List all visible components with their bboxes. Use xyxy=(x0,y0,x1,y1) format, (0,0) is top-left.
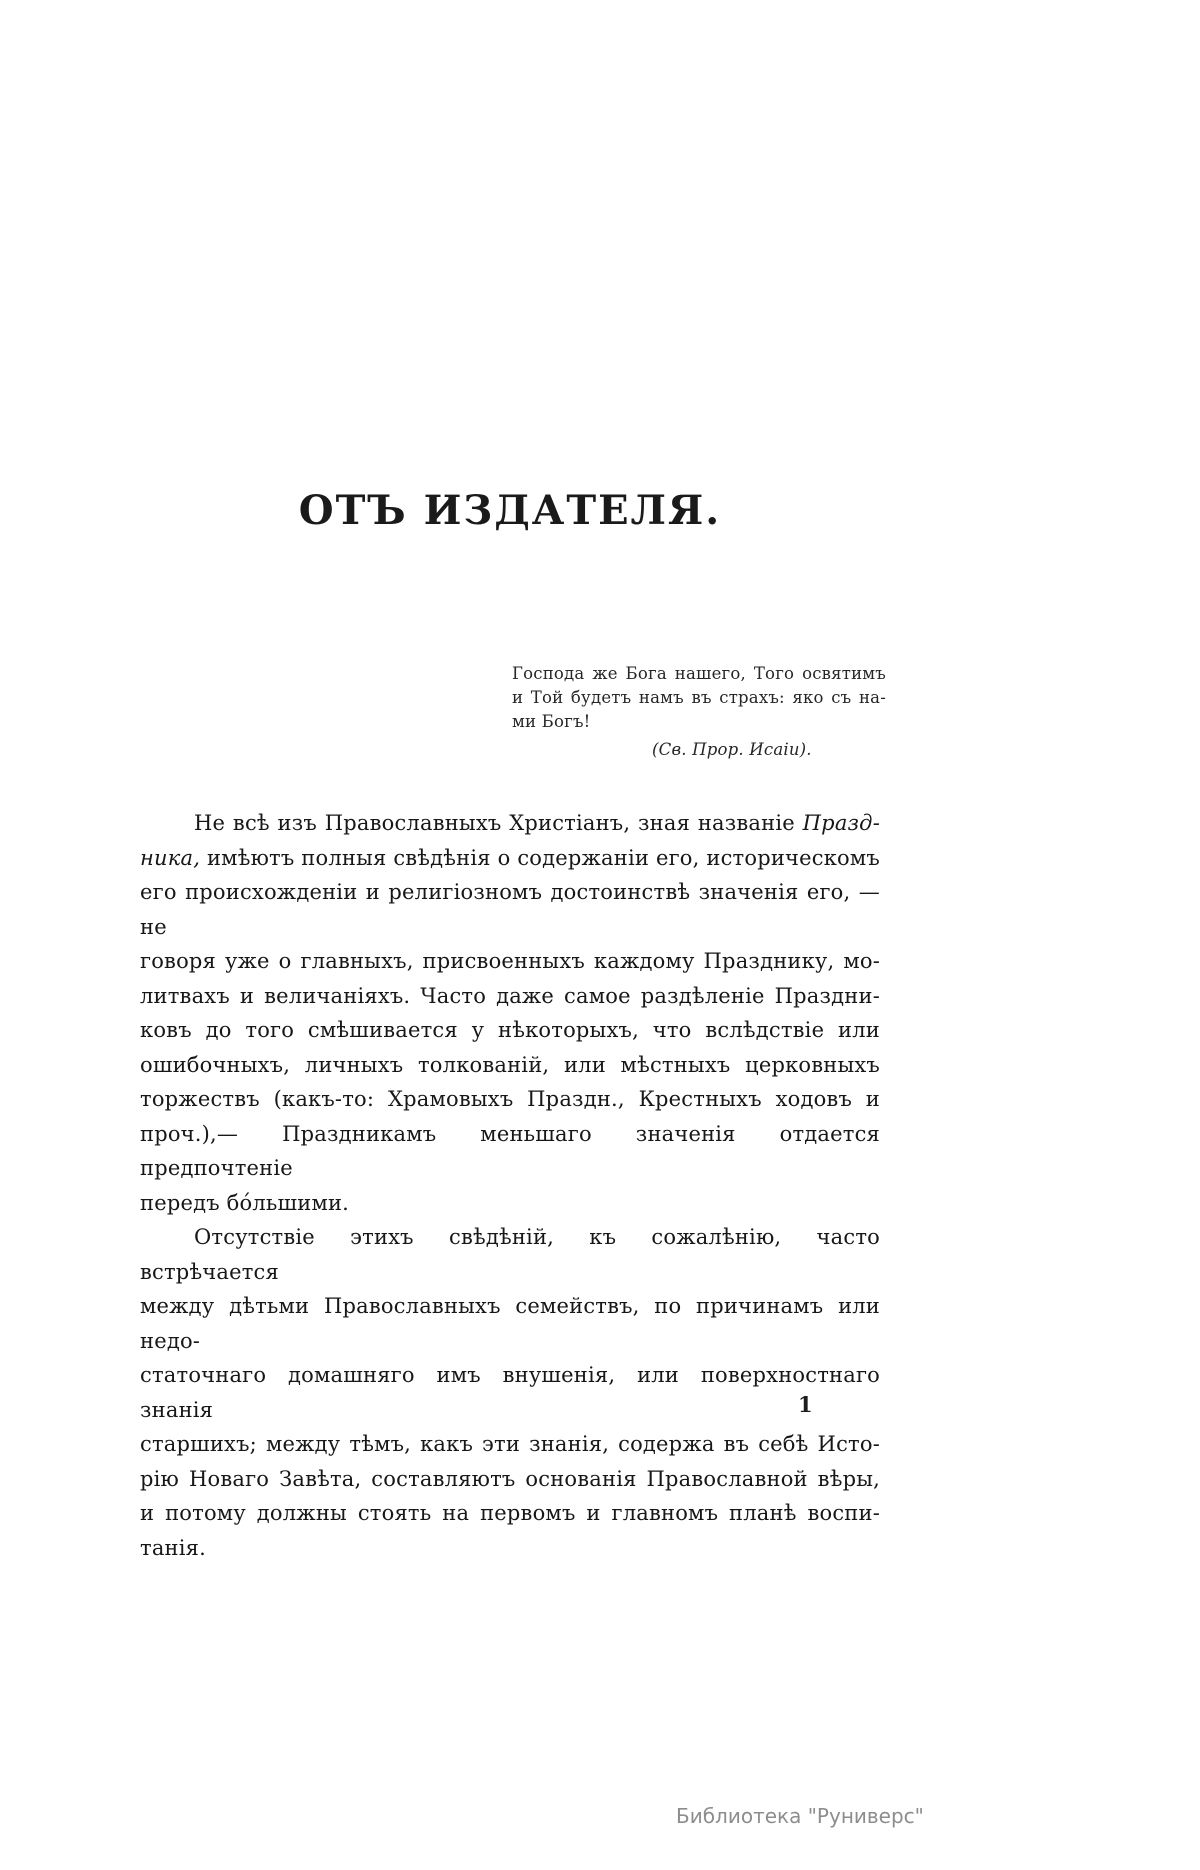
body-line: Не всѣ изъ Православныхъ Христіанъ, зная названіе Празд- xyxy=(194,811,880,835)
epigraph-lines xyxy=(512,662,886,734)
epigraph-line: Господа же Бога нашего, Того освятимъ xyxy=(512,664,886,683)
page-number: 1 xyxy=(798,1392,813,1417)
library-watermark: Библиотека "Руниверс" xyxy=(676,1804,924,1828)
epigraph xyxy=(512,662,886,762)
body-text xyxy=(140,806,880,1565)
body-line: танія. xyxy=(140,1535,206,1560)
epigraph-attribution: (Св. Прор. Исаіи). xyxy=(652,740,812,759)
body-line: литвахъ и величаніяхъ. Часто даже самое раздѣленіе Праздни- xyxy=(140,983,880,1008)
body-line: и потому должны стоять на первомъ и главномъ планѣ воспи- xyxy=(140,1501,880,1525)
body-line: передъ бо́льшими. xyxy=(140,1190,350,1215)
body-line: торжествъ (какъ-то: Храмовыхъ Праздн., Крестныхъ ходовъ и xyxy=(140,1087,880,1111)
paragraph xyxy=(140,1220,880,1565)
body-line: рію Новаго Завѣта, составляютъ основанія Православной вѣры, xyxy=(140,1466,880,1491)
body-line: его происхожденіи и религіозномъ достоинствѣ значенія его, — не xyxy=(140,880,880,939)
body-line: говоря уже о главныхъ, присвоенныхъ каждому Празднику, мо- xyxy=(140,949,880,973)
body-line: ника, имѣютъ полныя свѣдѣнія о содержаніи его, историческомъ xyxy=(140,845,880,870)
epigraph-line: и Той будетъ намъ въ страхъ: яко съ на- xyxy=(512,688,886,707)
body-line: статочнаго домашняго имъ внушенія, или поверхностнаго знанія xyxy=(140,1363,880,1422)
body-line: ковъ до того смѣшивается у нѣкоторыхъ, что вслѣдствіе или xyxy=(140,1018,880,1042)
body-line: ошибочныхъ, личныхъ толкованій, или мѣстныхъ церковныхъ xyxy=(140,1052,880,1077)
body-line: проч.),— Праздникамъ меньшаго значенія отдается предпочтеніе xyxy=(140,1121,880,1180)
epigraph-line: ми Богъ! xyxy=(512,712,591,731)
body-line: Отсутствіе этихъ свѣдѣній, къ сожалѣнію, часто встрѣчается xyxy=(140,1225,880,1284)
page-title: ОТЪ ИЗДАТЕЛЯ. xyxy=(298,487,722,534)
body-line: между дѣтьми Православныхъ семействъ, по причинамъ или недо- xyxy=(140,1294,880,1353)
body-line: старшихъ; между тѣмъ, какъ эти знанія, содержа въ себѣ Исто- xyxy=(140,1432,880,1456)
paragraph xyxy=(140,806,880,1220)
